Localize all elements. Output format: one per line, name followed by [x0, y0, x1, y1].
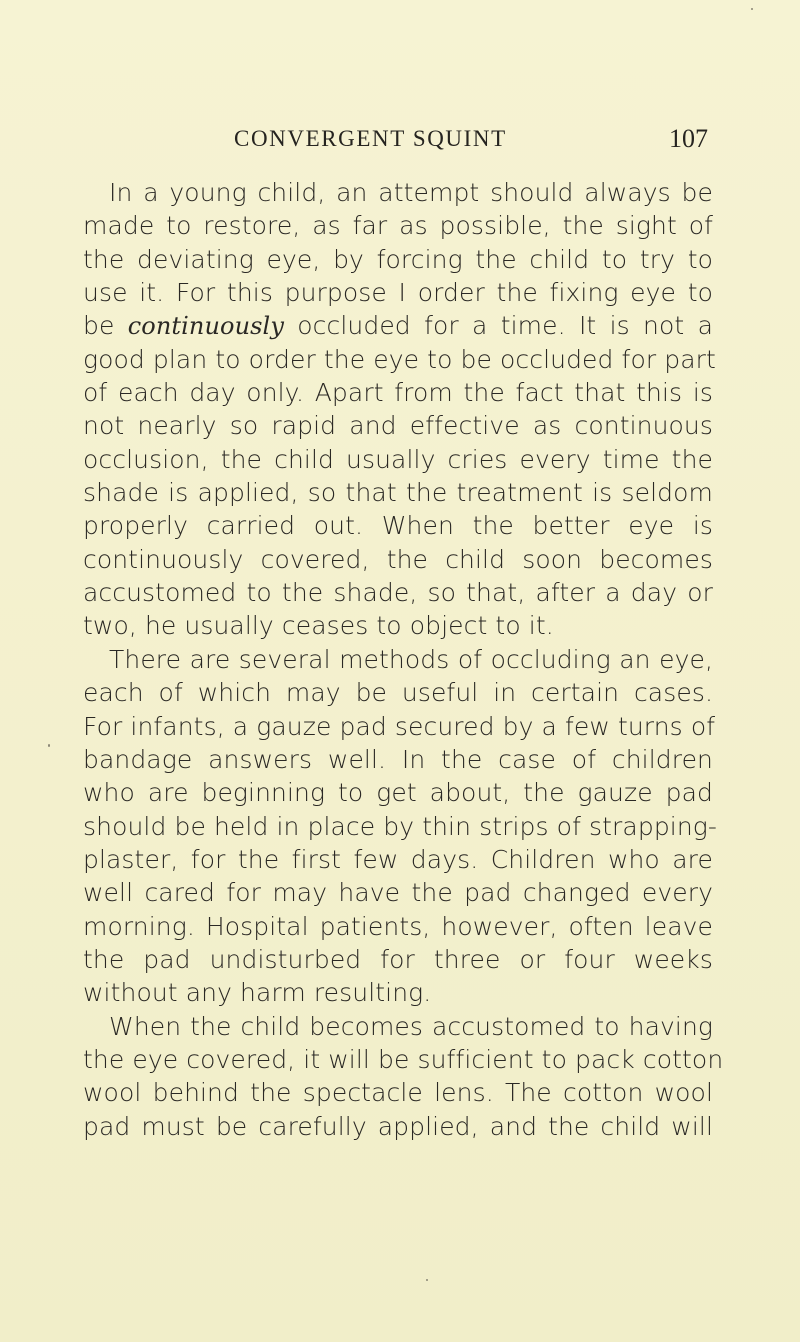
- running-head: [234, 126, 708, 162]
- body-text: [83, 176, 724, 1143]
- page-number: 107: [669, 124, 708, 153]
- text-line: without any harm resulting.: [83, 978, 432, 1008]
- text-line: each of which may be useful in certain cases.: [83, 678, 713, 708]
- text-line: well cared for may have the pad changed every: [83, 878, 713, 908]
- text-line: occlusion, the child usually cries every time the: [83, 444, 713, 474]
- text-line: the eye covered, it will be sufficient to pack cotton: [83, 1044, 724, 1074]
- text-line: There are several methods of occluding an eye,: [109, 644, 713, 674]
- text-line: plaster, for the first few days. Children who are: [83, 844, 713, 874]
- text-line: made to restore, as far as possible, the sight of: [83, 211, 713, 241]
- paper-speck: [48, 744, 50, 747]
- text-line: the deviating eye, by forcing the child to try to: [83, 244, 713, 274]
- paper-speck: [426, 1279, 428, 1281]
- text-line: not nearly so rapid and effective as continuous: [83, 411, 713, 441]
- text-line: use it. For this purpose I order the fixing eye to: [83, 278, 713, 308]
- text-line: be continuously occluded for a time. It is not a: [83, 311, 714, 341]
- text-line: In a young child, an attempt should always be: [109, 178, 713, 207]
- paper-speck: [751, 8, 753, 10]
- text-line: pad must be carefully applied, and the child will: [83, 1111, 713, 1141]
- text-line: morning. Hospital patients, however, often leave: [83, 911, 713, 941]
- text-line: who are beginning to get about, the gauze pad: [83, 778, 713, 808]
- text-line: good plan to order the eye to be occluded for part: [83, 344, 716, 374]
- text-line: accustomed to the shade, so that, after a day or: [83, 578, 713, 608]
- text-line: wool behind the spectacle lens. The cotton wool: [83, 1078, 713, 1108]
- emphasis: continuously: [127, 312, 284, 341]
- chapter-title: CONVERGENT SQUINT: [234, 126, 507, 151]
- text-line: bandage answers well. In the case of children: [83, 744, 713, 774]
- text-line: two, he usually ceases to object to it.: [83, 611, 554, 641]
- text-line: shade is applied, so that the treatment is seldom: [83, 478, 713, 508]
- text-line: properly carried out. When the better eye is: [83, 511, 713, 541]
- text-line: When the child becomes accustomed to having: [109, 1011, 713, 1041]
- text-line: the pad undisturbed for three or four weeks: [83, 944, 713, 974]
- text-line: continuously covered, the child soon becomes: [83, 544, 713, 574]
- text-line: For infants, a gauze pad secured by a few turns of: [83, 711, 716, 741]
- text-line: of each day only. Apart from the fact that this is: [83, 378, 713, 408]
- text-line: should be held in place by thin strips of strapping-: [83, 811, 718, 841]
